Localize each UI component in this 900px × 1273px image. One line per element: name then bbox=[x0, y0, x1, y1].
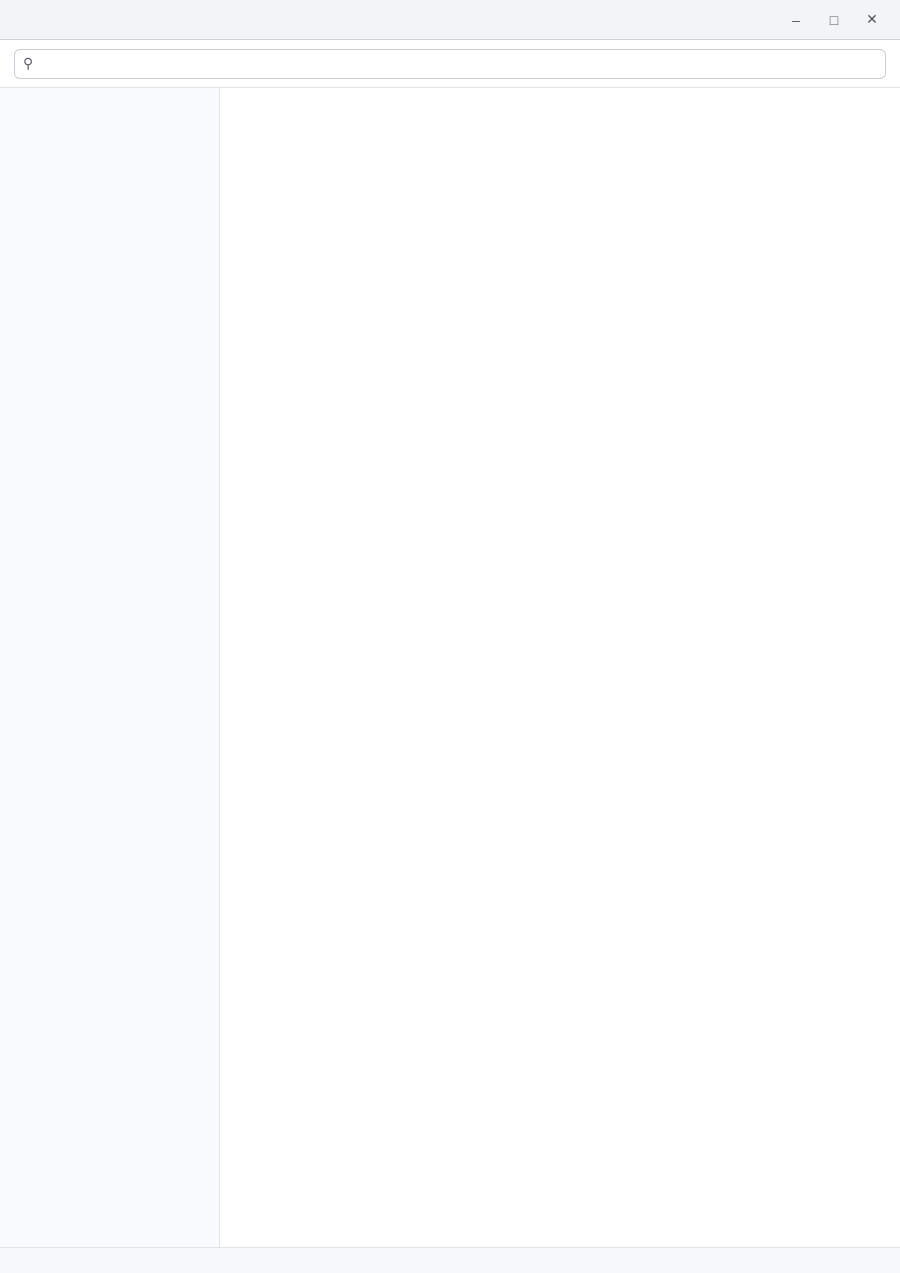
maximize-icon: □ bbox=[829, 11, 839, 28]
minimize-icon: – bbox=[792, 11, 800, 28]
title-bar bbox=[0, 0, 900, 40]
toolbar bbox=[0, 40, 900, 88]
search-box bbox=[14, 49, 886, 79]
search-input[interactable] bbox=[39, 55, 877, 72]
minimize-button[interactable] bbox=[782, 8, 810, 32]
sidebar bbox=[0, 88, 220, 1247]
main-panel bbox=[220, 88, 900, 1247]
search-icon: ⚲ bbox=[23, 55, 34, 71]
maximize-button[interactable] bbox=[820, 8, 848, 32]
close-button[interactable] bbox=[858, 8, 886, 32]
content-area bbox=[0, 88, 900, 1247]
status-bar bbox=[0, 1247, 900, 1273]
close-icon: ✕ bbox=[866, 11, 878, 27]
